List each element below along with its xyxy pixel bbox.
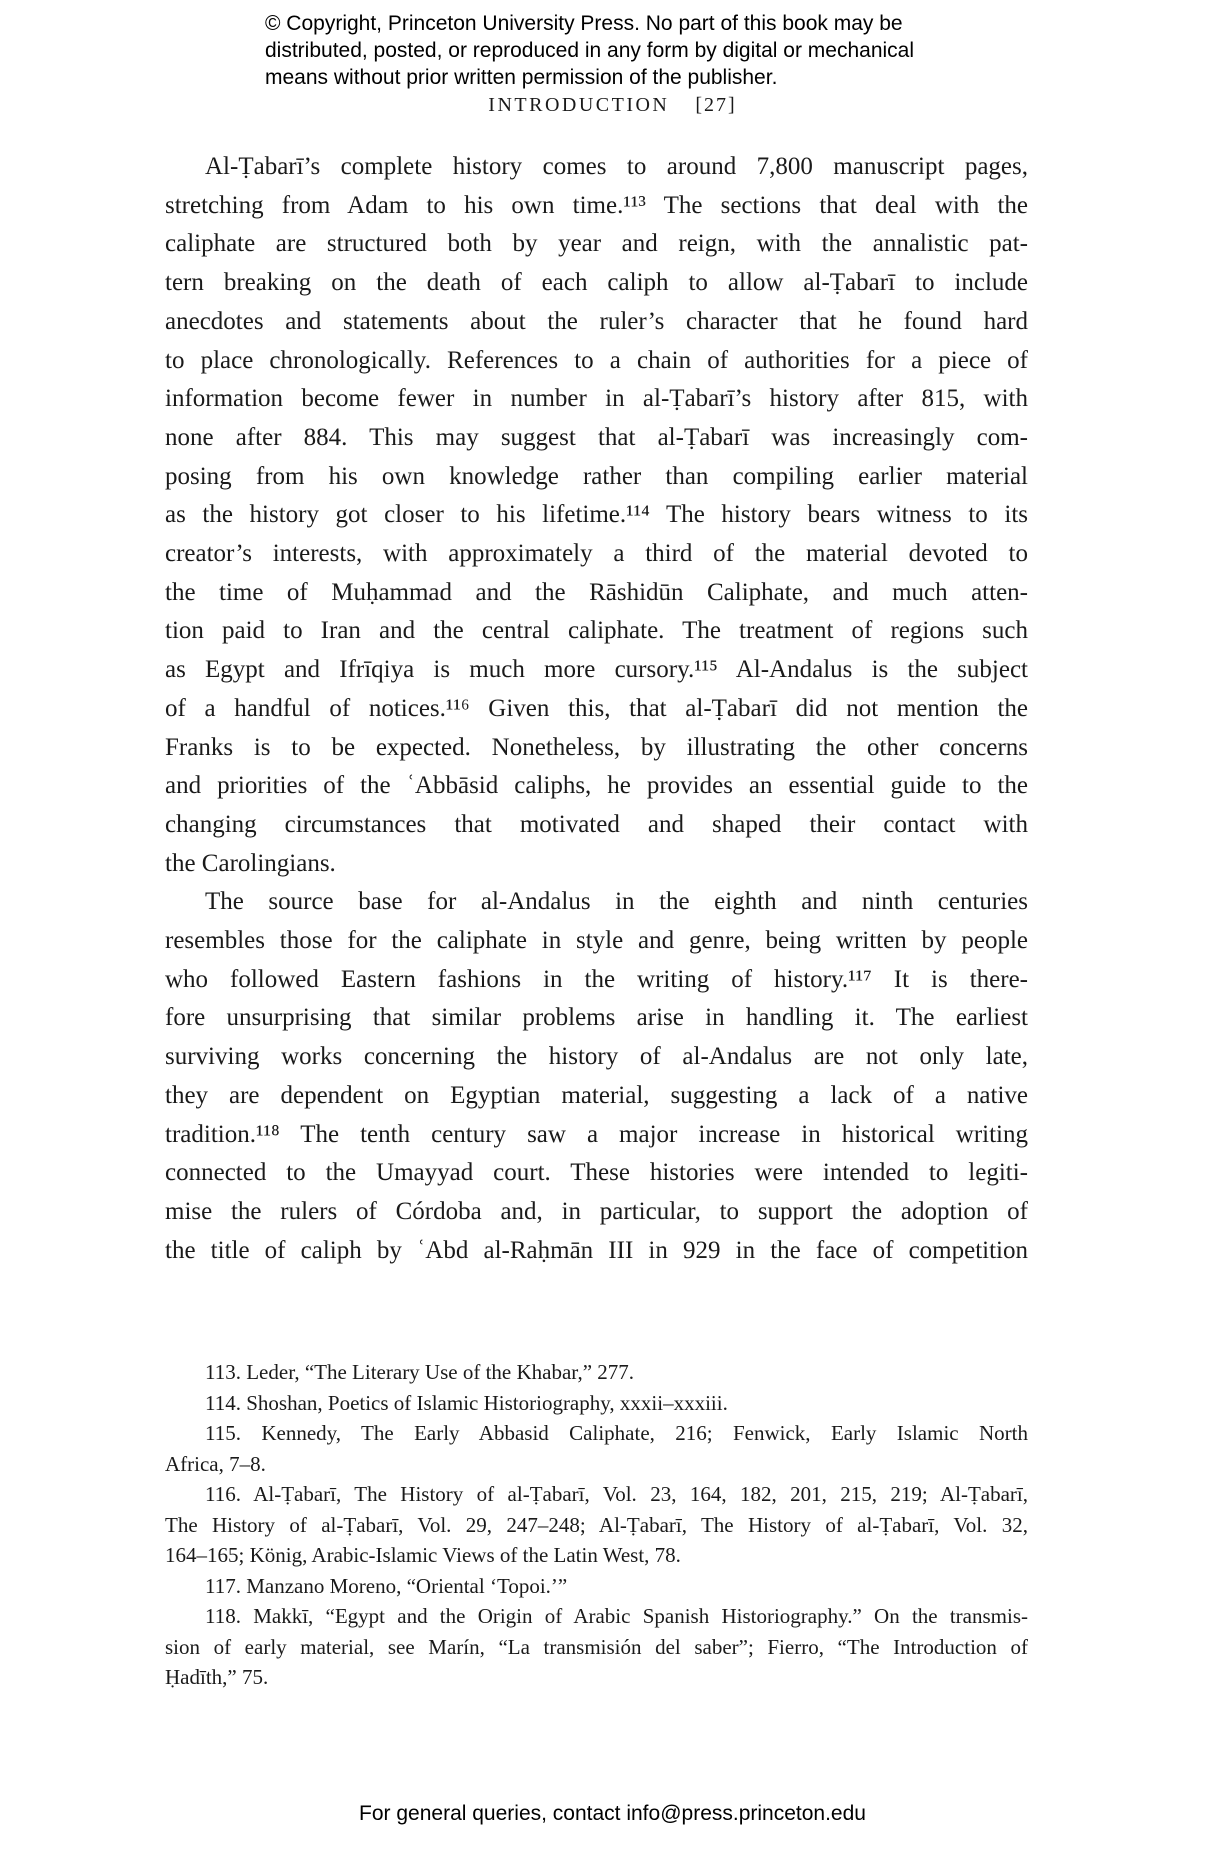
text-line: as the history got closer to his lifetime.¹¹⁴ The history bears witness to its — [165, 501, 1028, 529]
text-line: The source base for al-Andalus in the eighth and ninth centuries — [205, 888, 1028, 916]
footnote-line: The History of al-Ṭabarī, Vol. 29, 247–248; Al-Ṭabarī, The History of al-Ṭabarī, Vol. 32, — [165, 1512, 1028, 1537]
footnote-115 — [165, 1418, 1028, 1479]
footnote-line: 115. Kennedy, The Early Abbasid Caliphate, 216; Fenwick, Early Islamic North — [205, 1421, 1028, 1445]
text-line: they are dependent on Egyptian material, suggesting a lack of a native — [165, 1081, 1028, 1109]
footnote-113 — [165, 1357, 1028, 1388]
footnote-118 — [165, 1601, 1028, 1693]
copyright-line: distributed, posted, or reproduced in any form by digital or mechanical — [265, 39, 915, 62]
text-line: of a handful of notices.¹¹⁶ Given this, that al-Ṭabarī did not mention the — [165, 694, 1028, 722]
footnote-line: Ḥadīth,” 75. — [165, 1665, 269, 1689]
body-text — [165, 148, 1028, 1270]
copyright-notice — [265, 10, 1025, 91]
footnote-114 — [165, 1388, 1028, 1419]
text-line: the Carolingians. — [165, 849, 336, 877]
footnote-line: sion of early material, see Marín, “La transmisión del saber”; Fierro, “The Introduction of — [165, 1634, 1028, 1659]
running-head — [0, 94, 1225, 117]
text-line: to place chronologically. References to a chain of authorities for a piece of — [165, 346, 1028, 374]
text-line: Franks is to be expected. Nonetheless, by illustrating the other concerns — [165, 733, 1028, 761]
text-line: tion paid to Iran and the central caliphate. The treatment of regions such — [165, 617, 1028, 645]
text-line: information become fewer in number in al-Ṭabarī’s history after 815, with — [165, 385, 1028, 413]
text-line: who followed Eastern fashions in the writing of history.¹¹⁷ It is there- — [165, 965, 1028, 993]
footnote-116 — [165, 1479, 1028, 1571]
footnote-line: 116. Al-Ṭabarī, The History of al-Ṭabarī, Vol. 23, 164, 182, 201, 215, 219; Al-Ṭabarī, — [205, 1482, 1028, 1506]
contact-text: For general queries, contact info@press.princeton.edu — [359, 1802, 866, 1825]
text-line: the time of Muḥammad and the Rāshidūn Caliphate, and much atten- — [165, 578, 1028, 606]
text-line: none after 884. This may suggest that al-Ṭabarī was increasingly com- — [165, 423, 1028, 451]
footnote-line: Africa, 7–8. — [165, 1451, 266, 1476]
paragraph — [165, 883, 1028, 1270]
text-line: creator’s interests, with approximately a third of the material devoted to — [165, 540, 1028, 568]
text-line: connected to the Umayyad court. These histories were intended to legiti- — [165, 1159, 1028, 1187]
text-line: tradition.¹¹⁸ The tenth century saw a major increase in historical writing — [165, 1120, 1028, 1148]
text-line: as Egypt and Ifrīqiya is much more cursory.¹¹⁵ Al-Andalus is the subject — [165, 656, 1028, 684]
copyright-line: © Copyright, Princeton University Press. No part of this book may be — [265, 12, 903, 35]
text-line: the title of caliph by ʿAbd al-Raḥmān III in 929 in the face of competition — [165, 1236, 1028, 1264]
footnote-line: 117. Manzano Moreno, “Oriental ‘Topoi.’” — [205, 1573, 568, 1598]
footnote-117 — [165, 1571, 1028, 1602]
copyright-line: means without prior written permission of the publisher. — [265, 66, 778, 89]
text-line: posing from his own knowledge rather than compiling earlier material — [165, 462, 1028, 490]
text-line: resembles those for the caliphate in style and genre, being written by people — [165, 927, 1028, 955]
text-line: mise the rulers of Córdoba and, in particular, to support the adoption of — [165, 1197, 1028, 1225]
footnotes — [165, 1357, 1028, 1693]
text-line: fore unsurprising that similar problems arise in handling it. The earliest — [165, 1004, 1028, 1032]
text-line: stretching from Adam to his own time.¹¹³ The sections that deal with the — [165, 191, 1028, 219]
text-line: changing circumstances that motivated and shaped their contact with — [165, 810, 1028, 838]
footnote-line: 113. Leder, “The Literary Use of the Khabar,” 277. — [205, 1360, 635, 1384]
text-line: tern breaking on the death of each caliph to allow al-Ṭabarī to include — [165, 269, 1028, 297]
contact-footer — [0, 1802, 1225, 1826]
text-line: anecdotes and statements about the ruler’s character that he found hard — [165, 307, 1028, 335]
paragraph — [165, 148, 1028, 883]
page-number: [27] — [695, 94, 737, 116]
footnote-line: 118. Makkī, “Egypt and the Origin of Arabic Spanish Historiography.” On the transmis- — [205, 1604, 1028, 1628]
text-line: Al-Ṭabarī’s complete history comes to around 7,800 manuscript pages, — [205, 153, 1028, 180]
text-line: and priorities of the ʿAbbāsid caliphs, he provides an essential guide to the — [165, 772, 1028, 800]
footnote-line: 164–165; König, Arabic-Islamic Views of the Latin West, 78. — [165, 1543, 681, 1567]
running-head-section: INTRODUCTION — [488, 94, 670, 116]
text-line: surviving works concerning the history of al-Andalus are not only late, — [165, 1043, 1028, 1071]
text-line: caliphate are structured both by year and reign, with the annalistic pat- — [165, 230, 1028, 258]
footnote-line: 114. Shoshan, Poetics of Islamic Historiography, xxxii–xxxiii. — [205, 1390, 728, 1415]
